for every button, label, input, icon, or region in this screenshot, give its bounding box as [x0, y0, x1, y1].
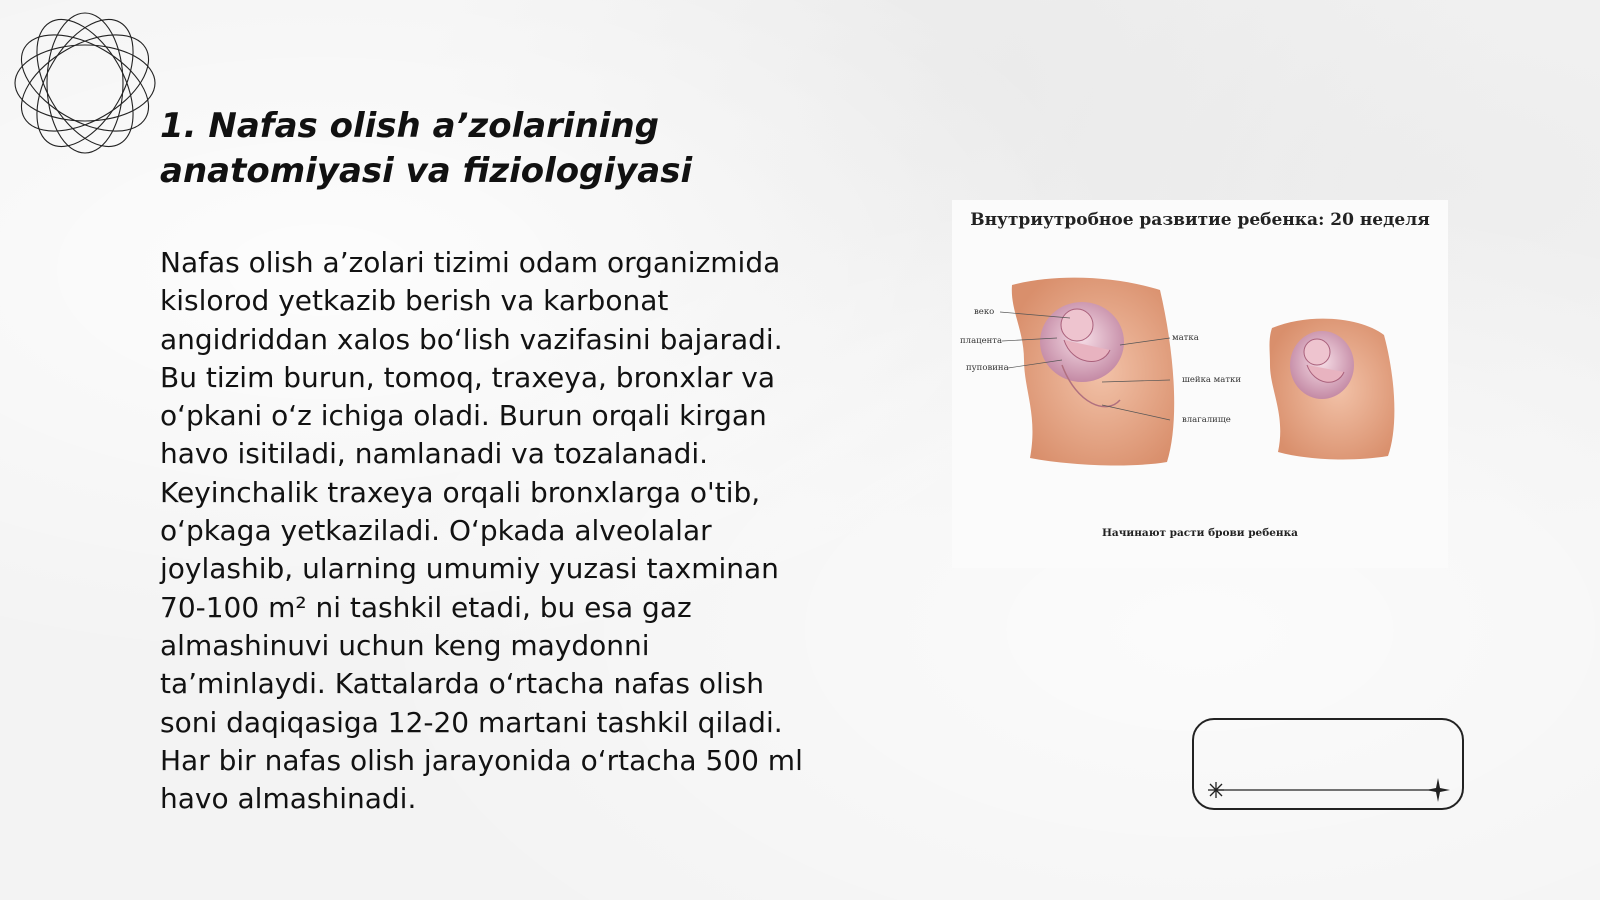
- four-point-star-icon: [1426, 778, 1450, 802]
- figure-label-matka: матка: [1172, 333, 1199, 343]
- fetal-development-figure: [952, 200, 1448, 568]
- decorative-frame: [1192, 718, 1464, 810]
- sparkle-icon: [1208, 782, 1224, 798]
- figure-label-pupovina: пуповина: [966, 363, 1009, 373]
- slide-body-text: Nafas olish a’zolari tizimi odam organizmida kislorod yetkazib berish va karbonat angidriddan xalos bo‘lish vazifasini bajaradi. Bu tizim burun, tomoq, traxeya, bronxlar va o‘pkani o‘z ichiga oladi. Burun orqali kirgan havo isitiladi, namlanadi va tozalanadi. Keyinchalik traxeya orqali bronxlarga o'tib, o‘pkaga yetkaziladi. O‘pkada alveolalar joylashib, ularning umumiy yuzasi taxminan 70-100 m² ni tashkil etadi, bu esa gaz almashinuvi uchun keng maydonni ta’minlaydi. Kattalarda o‘rtacha nafas olish soni daqiqasiga 12-20 martani tashkil qiladi. Har bir nafas olish jarayonida o‘rtacha 500 ml havo almashinadi.: [160, 246, 803, 816]
- decorative-line: [1194, 720, 1466, 812]
- circular-line-ornament-icon: [10, 8, 160, 158]
- figure-label-veko: веко: [974, 307, 995, 317]
- slide-title: [160, 104, 800, 194]
- slide-title-line-2: anatomiyasi va fiziologiyasi: [160, 151, 693, 191]
- figure-label-vlagalishe: влагалище: [1182, 415, 1231, 425]
- slide-title-line-1: 1. Nafas olish a’zolarining: [160, 106, 659, 146]
- figure-label-sheika-matki: шейка матки: [1182, 375, 1242, 385]
- figure-caption: Начинают расти брови ребенка: [1102, 527, 1298, 539]
- figure-title: Внутриутробное развитие ребенка: 20 неделя: [970, 210, 1430, 230]
- figure-label-placenta: плацента: [960, 336, 1003, 346]
